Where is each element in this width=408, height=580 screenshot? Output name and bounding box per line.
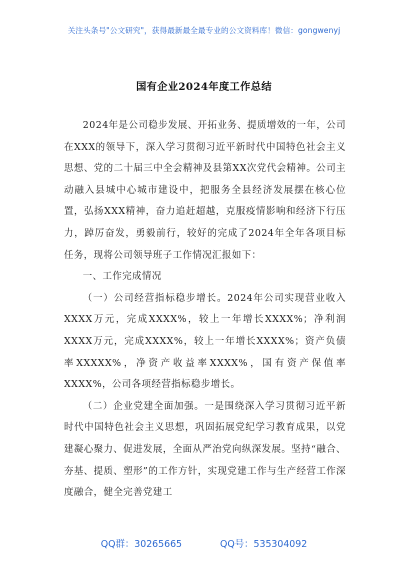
footer-qq-group: QQ群：30265665 [100,539,183,550]
paragraph-party-building: （二）企业党建全面加强。一是围绕深入学习贯彻习近平新时代中国特色社会主义思想，巩固拓展党纪学习教育成果，以党建凝心聚力、促进发展，全面从严治党向纵深发展。坚持“融合、夯基、提质、塑形”的工作方针，实现党建工作与生产经营工作深度融合，健全完善党建工 [64,400,346,499]
header-notice: 关注头条号"公文研究"，获得最新最全最专业的公文资料库！微信：gongwenyj [67,26,341,35]
header-bar [0,0,408,66]
document-title: 国有企业2024年度工作总结 [136,81,272,93]
paragraph-intro: 2024年是公司稳步发展、开拓业务、提质增效的一年，公司在XXX的领导下，深入学习贯彻习近平新时代中国特色社会主义思想、党的二十届三中全会精神及县第XX次党代会精神。公司主动融入县城中心城市建设中，把服务全县经济发展摆在核心位置，弘扬XXX精神，奋力追赶超越，克服疫情影响和经济下行压力，踔厉奋发，勇毅前行，较好的完成了2024年全年各项目标任务，现将公司领导班子工作情况汇报如下： [64,120,346,261]
document-body [64,115,346,504]
paragraph-business-indicators: （一）公司经营指标稳步增长。2024年公司实现营业收入XXXX万元，完成XXXX%，较上一年增长XXXX%；净利润XXXX万元，完成XXXX%，较上一年增长XXXX%；资产负债率XXXXX%，净资产收益率XXXX%，国有资产保值率XXXX%，公司各项经营指标稳步增长。 [64,292,346,391]
section-heading: 一、工作完成情况 [82,271,162,283]
footer-bar [0,532,408,554]
footer-qq-number: QQ号：535304092 [220,539,308,550]
